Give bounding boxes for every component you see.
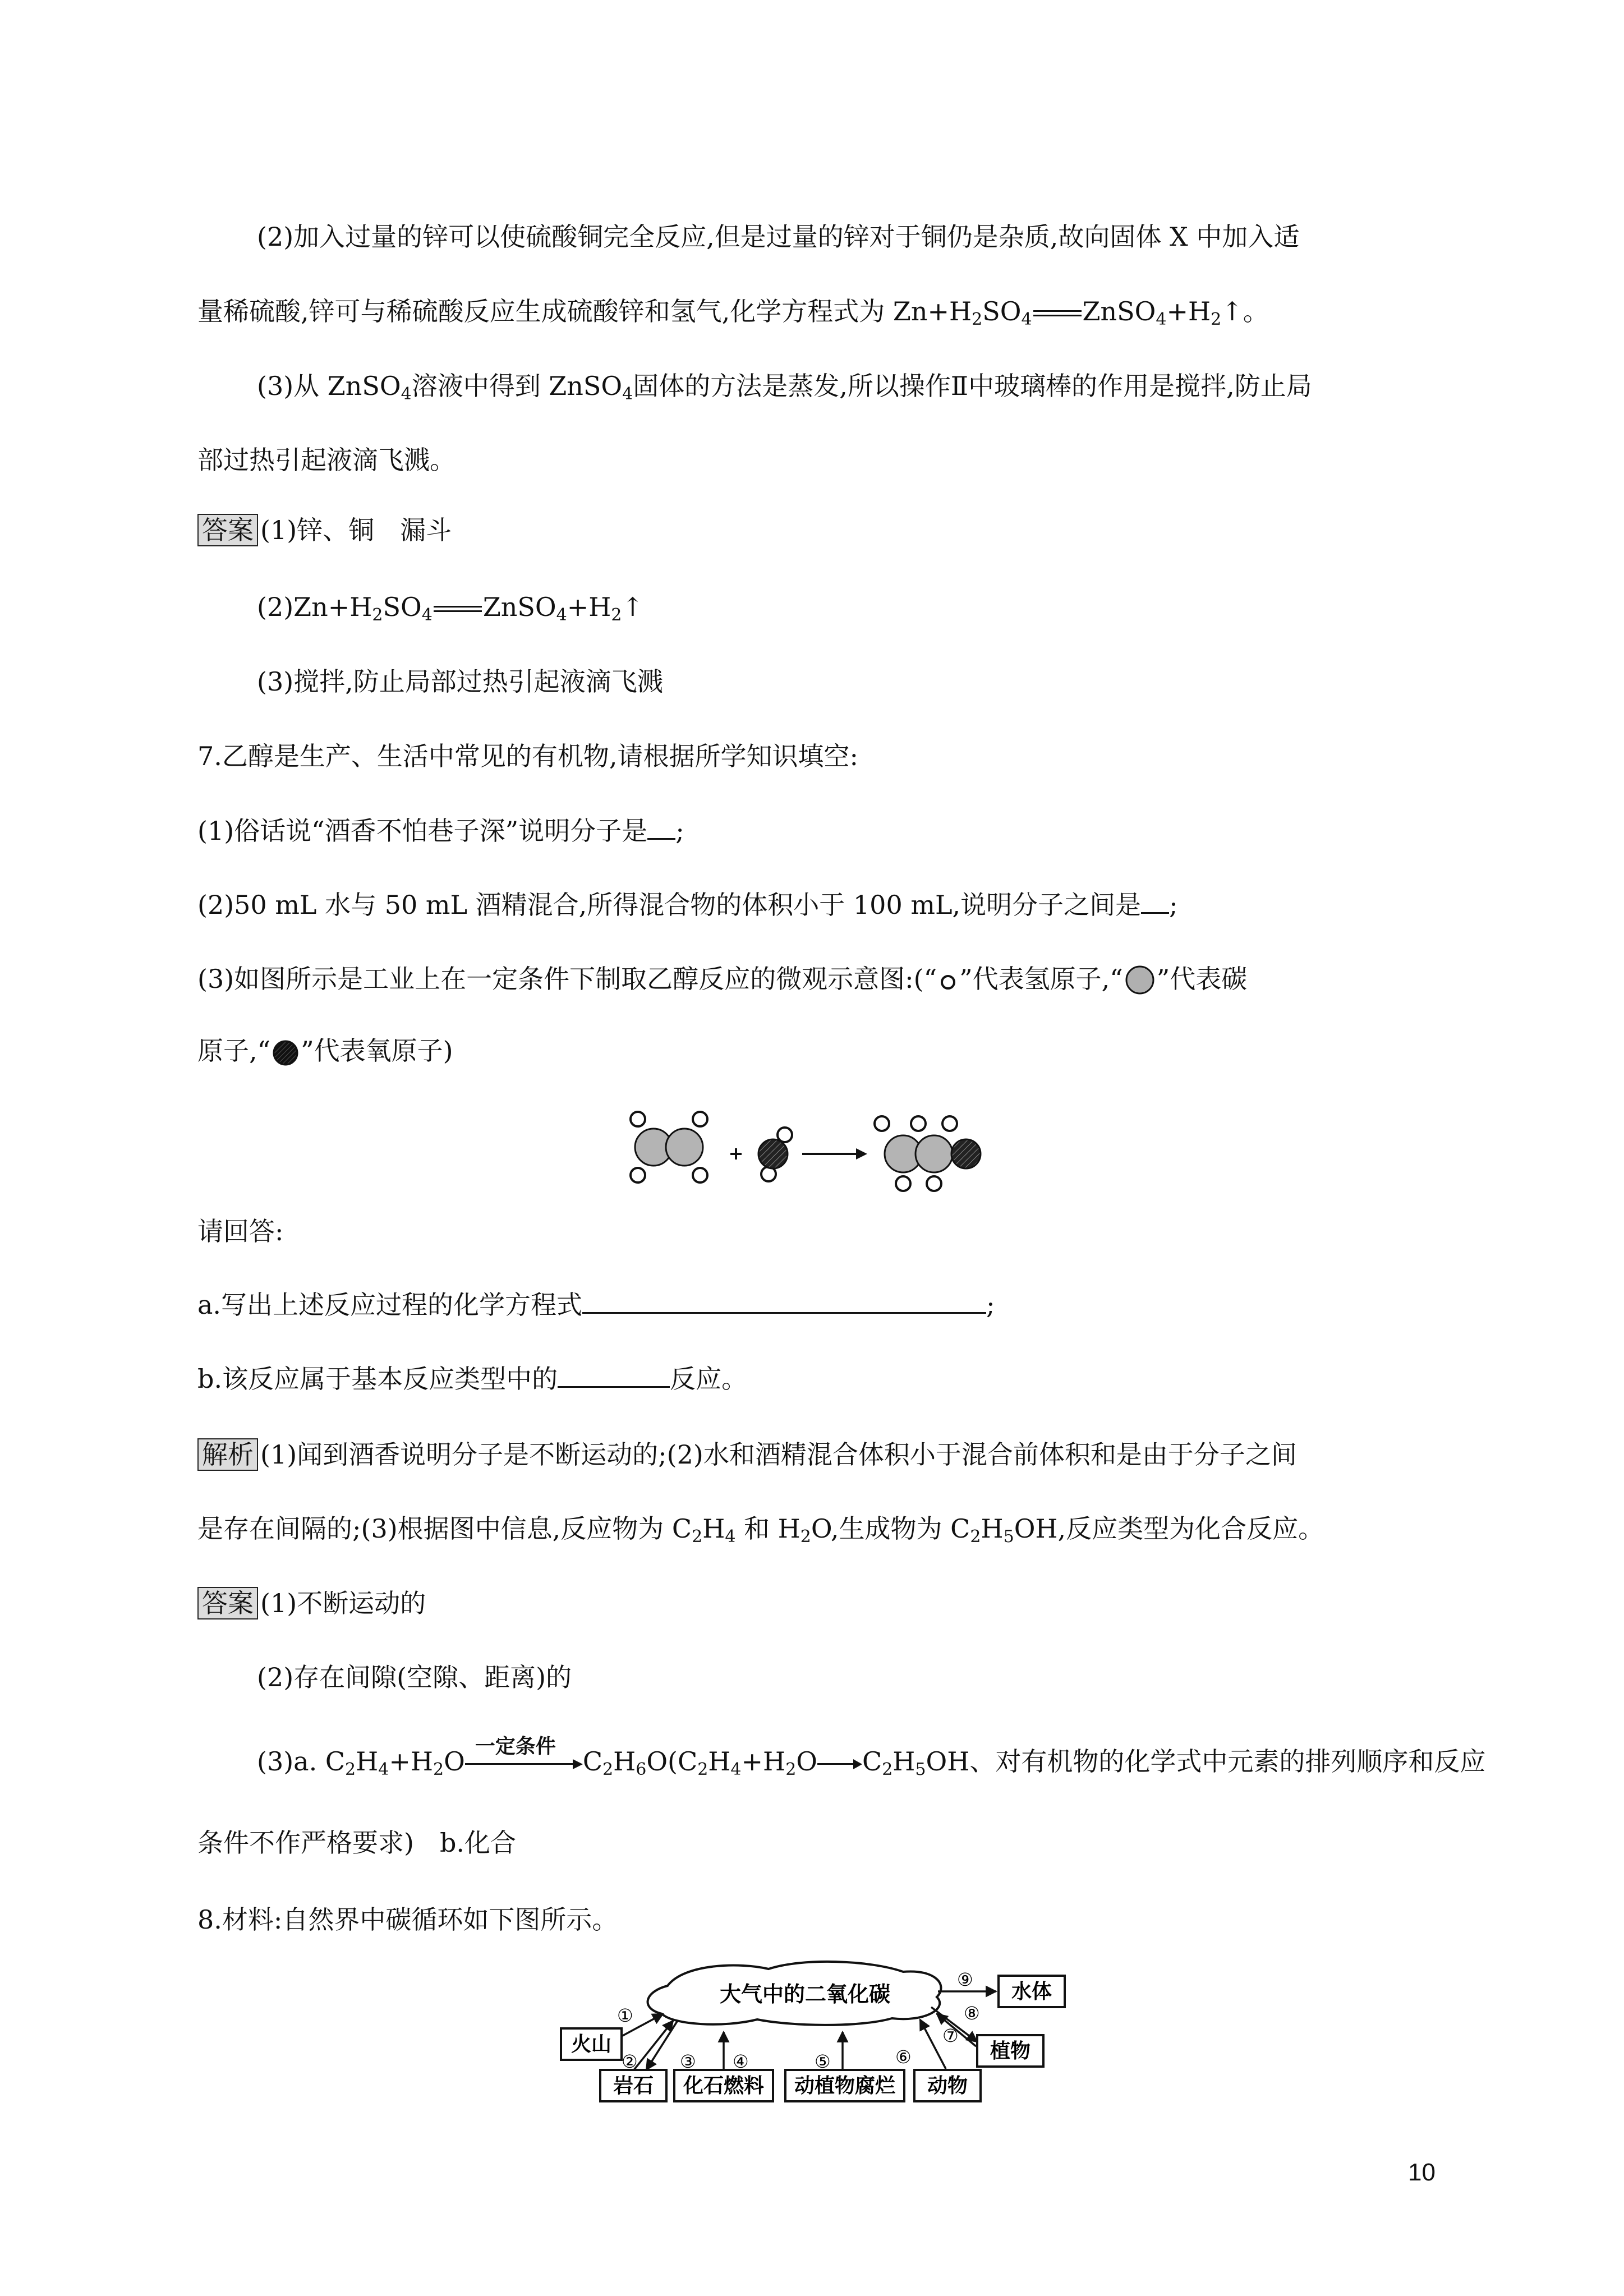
oxygen-atom-icon (270, 1038, 301, 1068)
answer-tag: 答案 (197, 514, 258, 546)
answer-blank[interactable] (1141, 887, 1169, 914)
semicolon: ; (986, 1290, 995, 1320)
please-answer-text: 请回答: (197, 1216, 284, 1246)
analysis7-text-mid2: ,生成物为 C (830, 1513, 970, 1544)
q7-a (197, 1287, 995, 1322)
svg-text:③: ③ (680, 2051, 696, 2072)
equation-blank[interactable] (582, 1287, 986, 1314)
reaction-arrow-icon (802, 1148, 867, 1159)
q7-b-text-1: b.该反应属于基本反应类型中的 (197, 1364, 558, 1394)
semicolon: ; (675, 816, 684, 846)
svg-text:⑨: ⑨ (957, 1969, 973, 1990)
analysis7-text-mid1: 和 H (744, 1513, 801, 1544)
q7-3-text-3: ”代表碳 (1156, 964, 1248, 994)
para2-text-b: 量稀硫酸,锌可与稀硫酸反应生成硫酸锌和氢气,化学方程式为 (197, 296, 893, 326)
please-answer (197, 1214, 284, 1248)
answer6-line2: $(2)Zn+H_2SO_4$ $ZnSO_4+H_2↑$ (257, 592, 644, 625)
svg-text:动物: 动物 (927, 2074, 968, 2097)
svg-text:⑧: ⑧ (964, 2003, 980, 2024)
answer6-1: (1)锌、铜 漏斗 (260, 515, 452, 545)
water-molecule (758, 1128, 792, 1181)
para3-line2 (197, 443, 456, 477)
carbon-cycle-diagram (555, 1952, 1088, 2126)
carbon-atom-icon (1123, 964, 1157, 998)
answer7-line2 (257, 1660, 572, 1694)
q8-stem (197, 1903, 618, 1936)
volcano-box (561, 2028, 622, 2060)
equals-sign (434, 603, 482, 615)
q7-part3-line1 (197, 962, 1247, 998)
fossil-fuel-box (674, 2070, 773, 2101)
answer-blank[interactable] (647, 813, 675, 840)
para2-text-a: (2)加入过量的锌可以使硫酸铜完全反应,但是过量的锌对于铜仍是杂质,故向固体 X 中加入适 (257, 222, 1300, 252)
q7-3-text-1: (3)如图所示是工业上在一定条件下制取乙醇反应的微观示意图:(“ (197, 964, 937, 994)
animal-box (914, 2070, 981, 2101)
semicolon: ; (1169, 890, 1178, 920)
cloud-label: 大气中的二氧化碳 (719, 1982, 891, 2007)
q7-stem-text: 7.乙醇是生产、生活中常见的有机物,请根据所学知识填空: (197, 741, 859, 771)
q7-b-text-2: 反应。 (670, 1364, 748, 1394)
svg-text:岩石: 岩石 (613, 2074, 654, 2097)
q7-b (197, 1361, 747, 1396)
answer7-3-tail: 、对有机物的化学式中元素的排列顺序和反应 (969, 1746, 1486, 1777)
q7-part2 (197, 887, 1178, 922)
answer7-1: (1)不断运动的 (260, 1588, 426, 1618)
hydrogen-atom-icon (937, 970, 959, 992)
svg-text:化石燃料: 化石燃料 (683, 2074, 765, 2097)
para3-line1: (3)从 ZnSO$_4$溶液中得到 ZnSO$_4$固体的方法是蒸发,所以操作Ⅱ中玻璃棒的作用是搅拌,防止局 (257, 371, 1312, 404)
water-box (999, 1976, 1065, 2007)
para2-line1 (257, 220, 1299, 254)
q7-3b-text-2: ”代表氧原子) (301, 1036, 453, 1066)
ethylene-molecule (631, 1112, 707, 1182)
q7-3b-text-1: 原子,“ (197, 1036, 271, 1066)
svg-text:②: ② (622, 2051, 638, 2072)
page-number: 10 (1408, 2159, 1436, 2186)
plant-box (977, 2035, 1043, 2067)
analysis7-text-b: 是存在间隔的;(3)根据图中信息,反应物为 C (197, 1513, 692, 1544)
answer7-2: (2)存在间隙(空隙、距离)的 (257, 1662, 572, 1692)
q7-stem (197, 739, 858, 773)
equals-sign (1033, 307, 1082, 320)
svg-text:动植物腐烂: 动植物腐烂 (794, 2074, 896, 2097)
answer7-3-b: 条件不作严格要求) b.化合 (197, 1828, 517, 1858)
q7-part1 (197, 813, 684, 848)
answer-tag: 答案 (197, 1587, 258, 1619)
answer7-line3: (3)a. $C_2H_4+H_2O$ 一定条件 $C_2H_6O(C_2H_4+H_2O$ $C_2H_5OH$、对有机物的化学式中元素的排列顺序和反应 (257, 1745, 1485, 1778)
reaction-micro-diagram (623, 1091, 1004, 1203)
analysis7-text-end: ,反应类型为化合反应。 (1057, 1513, 1324, 1544)
q8-stem-text: 8.材料:自然界中碳循环如下图所示。 (197, 1904, 618, 1935)
condition-arrow-icon (465, 1735, 583, 1775)
svg-text:水体: 水体 (1011, 1980, 1052, 2003)
para3-text-b: 部过热引起液滴飞溅。 (197, 445, 456, 475)
svg-text:④: ④ (733, 2051, 749, 2072)
svg-text:火山: 火山 (571, 2033, 612, 2056)
q7-3-text-2: ”代表氢原子,“ (959, 964, 1123, 994)
svg-text:⑥: ⑥ (895, 2046, 912, 2068)
svg-text:植物: 植物 (990, 2040, 1031, 2063)
q7-2-text: (2)50 mL 水与 50 mL 酒精混合,所得混合物的体积小于 100 mL,说明分子之间是 (197, 890, 1142, 920)
rock-box (600, 2070, 666, 2101)
answer7-line1 (197, 1586, 426, 1620)
analysis7-line1 (197, 1438, 1297, 1471)
plus-icon (730, 1148, 742, 1159)
q7-a-text: a.写出上述反应过程的化学方程式 (197, 1290, 583, 1320)
para3-text-3: 固体的方法是蒸发,所以操作Ⅱ中玻璃棒的作用是搅拌,防止局 (633, 371, 1312, 401)
reaction-type-blank[interactable] (558, 1361, 670, 1388)
answer6-3: (3)搅拌,防止局部过热引起液滴飞溅 (257, 666, 663, 697)
arrow-icon (817, 1752, 862, 1775)
answer7-line4 (197, 1826, 516, 1860)
svg-text:①: ① (617, 2005, 633, 2026)
q7-1-text: (1)俗话说“酒香不怕巷子深”说明分子是 (197, 816, 648, 846)
analysis7-line2: 是存在间隔的;(3)根据图中信息,反应物为 $C_2H_4$ 和 $H_2O$,生成物为 $C_2H_5OH$,反应类型为化合反应。 (197, 1513, 1324, 1547)
svg-text:⑤: ⑤ (815, 2051, 831, 2072)
svg-text:⑦: ⑦ (942, 2025, 959, 2046)
ethanol-molecule (875, 1116, 981, 1191)
para3-text-1: (3)从 ZnSO (257, 371, 401, 401)
analysis7-text-a: (1)闻到酒香说明分子是不断运动的;(2)水和酒精混合体积小于混合前体积和是由于分子之间 (260, 1439, 1297, 1470)
decay-box (785, 2070, 904, 2101)
q7-part3-line2 (197, 1034, 453, 1068)
para2-line2: 量稀硫酸,锌可与稀硫酸反应生成硫酸锌和氢气,化学方程式为 $Zn+H_2SO_4$ $ZnSO_4+H_2↑$。 (197, 296, 1269, 329)
answer6-line1 (197, 513, 452, 547)
analysis-tag: 解析 (197, 1438, 258, 1471)
answer6-line3 (257, 665, 663, 698)
para3-text-2: 溶液中得到 ZnSO (411, 371, 623, 401)
condition-text: 一定条件 (475, 1735, 556, 1758)
period: 。 (1243, 296, 1269, 326)
